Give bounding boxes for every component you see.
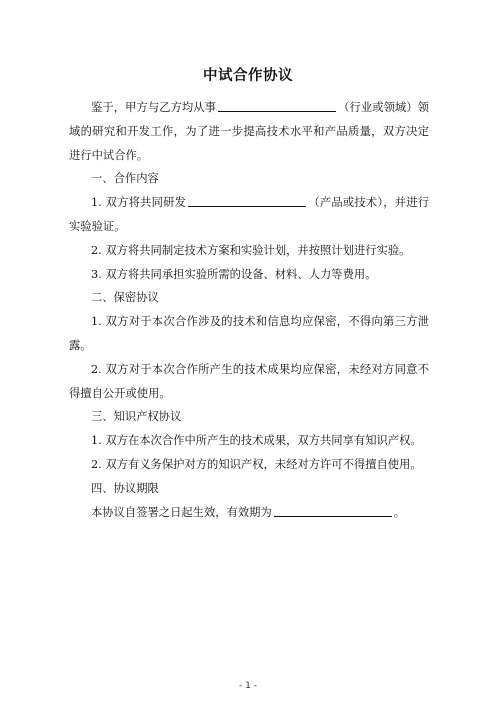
cooperation-item-1-after: （产品或技术），并进行实验验证。 — [69, 196, 429, 233]
document-title: 中试合作协议 — [203, 68, 293, 84]
cooperation-item-2: 2. 双方将共同制定技术方案和实验计划，并按照计划进行实验。 — [91, 243, 411, 257]
term-blank-field — [274, 504, 392, 517]
term-text-before: 本协议自签署之日起生效，有效期为 — [91, 505, 272, 519]
intro-text-after: （行业或领域）领域的研究和开发工作，为了进一步提高技术水平和产品质量，双方决定进行中试合作。 — [69, 101, 429, 162]
industry-blank-field — [218, 99, 336, 112]
intro-text-before: 鉴于，甲方与乙方均从事 — [91, 101, 217, 114]
term-paragraph — [69, 501, 429, 525]
confidentiality-item-1: 1. 双方对于本次合作涉及的技术和信息均应保密，不得向第三方泄露。 — [69, 315, 429, 352]
confidentiality-item-2: 2. 双方对于本次合作所产生的技术成果均应保密，未经对方同意不得擅自公开或使用。 — [69, 362, 429, 400]
section-heading-ip: 三、知识产权协议 — [91, 410, 182, 424]
term-text-after: 。 — [393, 505, 406, 519]
cooperation-item-1 — [69, 191, 429, 239]
cooperation-item-3: 3. 双方将共同承担实验所需的设备、材料、人力等费用。 — [91, 267, 377, 281]
cooperation-item-1-before: 1. 双方将共同研发 — [91, 196, 187, 210]
section-heading-term: 四、协议期限 — [91, 481, 159, 495]
intro-paragraph — [69, 96, 429, 167]
document-body — [69, 96, 429, 524]
page-number: - 1 - — [239, 681, 257, 691]
product-blank-field — [188, 194, 306, 207]
ip-item-1: 1. 双方在本次合作中所产生的技术成果，双方共同享有知识产权。 — [91, 434, 422, 448]
section-heading-cooperation: 一、合作内容 — [91, 172, 159, 186]
section-heading-confidentiality: 二、保密协议 — [91, 291, 159, 305]
ip-item-2: 2. 双方有义务保护对方的知识产权，未经对方许可不得擅自使用。 — [91, 457, 422, 471]
